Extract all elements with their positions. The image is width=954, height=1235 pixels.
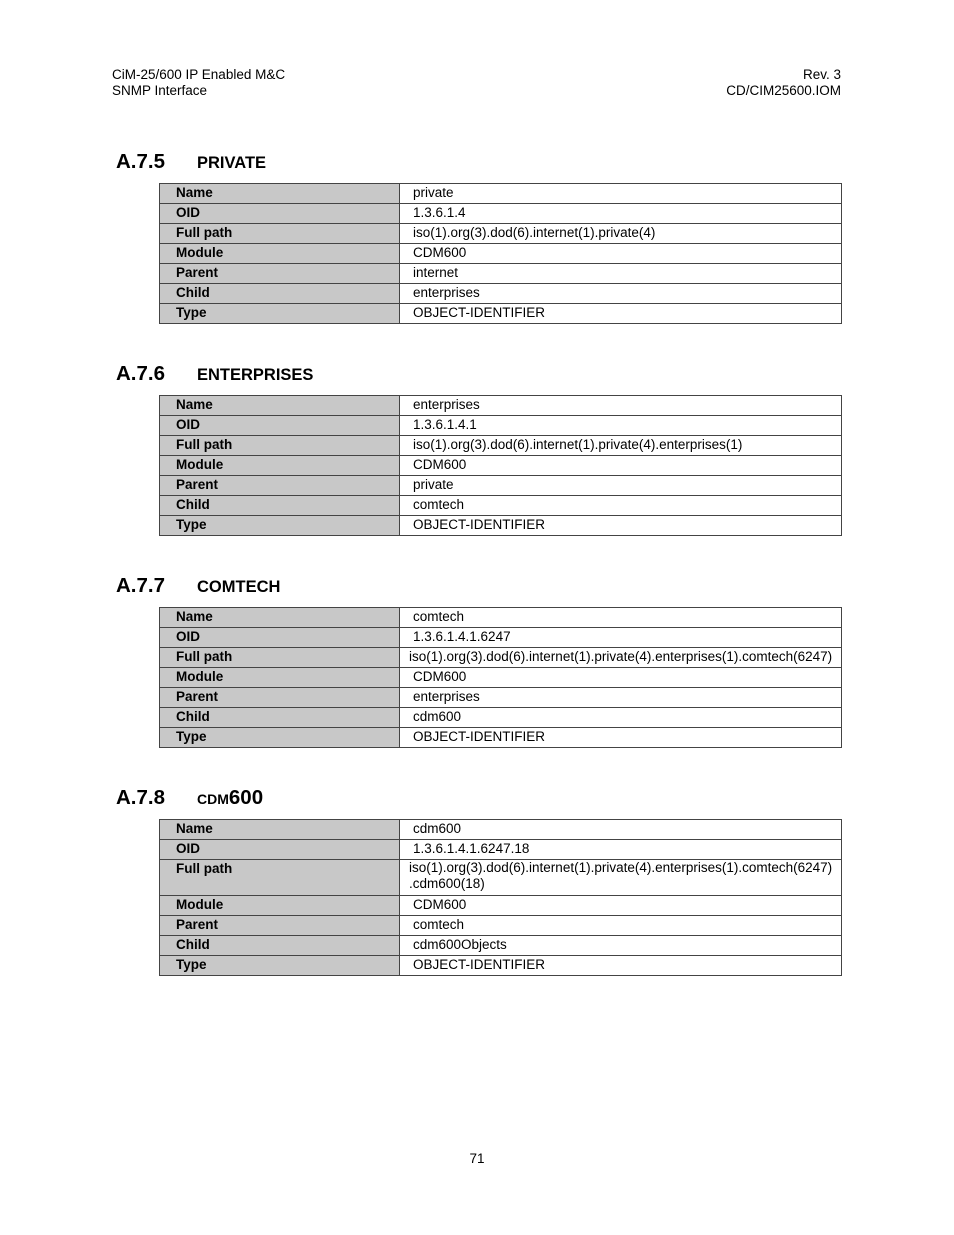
- table-row: [160, 416, 842, 436]
- object-table: [159, 819, 842, 976]
- row-value: iso(1).org(3).dod(6).internet(1).private(4): [400, 224, 842, 244]
- row-value: iso(1).org(3).dod(6).internet(1).private(4).enterprises(1): [400, 436, 842, 456]
- section-title: [197, 786, 263, 810]
- header-doc-subtitle: SNMP Interface: [112, 83, 208, 98]
- table-row: [160, 284, 842, 304]
- row-value: private: [400, 184, 842, 204]
- table-row: [160, 936, 842, 956]
- row-key: Name: [160, 820, 400, 840]
- table-row: [160, 436, 842, 456]
- table-row: [160, 840, 842, 860]
- section-heading: [116, 362, 842, 392]
- section-number: A.7.5: [116, 150, 165, 173]
- table-row: [160, 916, 842, 936]
- row-key: Full path: [160, 648, 400, 668]
- table-row: [160, 396, 842, 416]
- row-key: Parent: [160, 476, 400, 496]
- row-value: cdm600: [400, 820, 842, 840]
- row-value: CDM600: [400, 668, 842, 688]
- table-row: [160, 728, 842, 748]
- table-row: [160, 608, 842, 628]
- section-heading: [116, 150, 842, 180]
- row-value-line: iso(1).org(3).dod(6).internet(1).private(4).enterprises(1).comtech(6247): [409, 860, 833, 875]
- row-key: Type: [160, 516, 400, 536]
- table-row: [160, 708, 842, 728]
- table-row: [160, 476, 842, 496]
- section-title-suffix: 600: [228, 786, 264, 809]
- row-key: Type: [160, 956, 400, 976]
- row-value: CDM600: [400, 456, 842, 476]
- row-value: private: [400, 476, 842, 496]
- row-key: Child: [160, 496, 400, 516]
- row-key: OID: [160, 628, 400, 648]
- table-row: [160, 896, 842, 916]
- section-enterprises: [116, 362, 842, 532]
- row-value: 1.3.6.1.4.1: [400, 416, 842, 436]
- table-row: [160, 688, 842, 708]
- section-comtech: [116, 574, 842, 744]
- row-key: Module: [160, 456, 400, 476]
- row-value: comtech: [400, 608, 842, 628]
- row-value: comtech: [400, 916, 842, 936]
- table-row: [160, 264, 842, 284]
- table-row: [160, 956, 842, 976]
- table-row: [160, 668, 842, 688]
- row-value: cdm600Objects: [400, 936, 842, 956]
- row-key: Child: [160, 284, 400, 304]
- table-row: [160, 244, 842, 264]
- row-value-line: .cdm600(18): [409, 876, 485, 891]
- row-value: enterprises: [400, 284, 842, 304]
- header-left: [112, 67, 285, 99]
- row-key: OID: [160, 416, 400, 436]
- table-row: [160, 820, 842, 840]
- row-value: CDM600: [400, 244, 842, 264]
- row-value: comtech: [400, 496, 842, 516]
- row-key: Type: [160, 728, 400, 748]
- page-number: 71: [469, 1151, 485, 1166]
- section-private: [116, 150, 842, 320]
- section-number: A.7.7: [116, 574, 165, 597]
- row-key: OID: [160, 840, 400, 860]
- row-key: Child: [160, 708, 400, 728]
- header-revision: Rev. 3: [802, 67, 841, 82]
- row-value: cdm600: [400, 708, 842, 728]
- row-value: 1.3.6.1.4: [400, 204, 842, 224]
- header-right: [726, 67, 841, 99]
- table-row: [160, 496, 842, 516]
- table-row: [160, 628, 842, 648]
- section-title-prefix: CDM: [197, 791, 229, 807]
- section-number: A.7.8: [116, 786, 165, 809]
- row-value: OBJECT-IDENTIFIER: [400, 956, 842, 976]
- row-key: Module: [160, 244, 400, 264]
- row-key: Parent: [160, 916, 400, 936]
- table-row: [160, 648, 842, 668]
- row-value: iso(1).org(3).dod(6).internet(1).private(4).enterprises(1).comtech(6247): [400, 648, 842, 668]
- table-row: [160, 456, 842, 476]
- object-table: [159, 607, 842, 748]
- section-title: PRIVATE: [197, 154, 267, 172]
- table-row: [160, 204, 842, 224]
- section-cdm600: [116, 786, 842, 972]
- section-title: ENTERPRISES: [197, 366, 314, 384]
- row-key: Module: [160, 896, 400, 916]
- row-value: 1.3.6.1.4.1.6247.18: [400, 840, 842, 860]
- row-key: Type: [160, 304, 400, 324]
- row-value: internet: [400, 264, 842, 284]
- object-table: [159, 395, 842, 536]
- section-title: COMTECH: [197, 578, 281, 596]
- row-value: enterprises: [400, 396, 842, 416]
- section-number: A.7.6: [116, 362, 165, 385]
- table-row: [160, 184, 842, 204]
- table-row: [160, 304, 842, 324]
- row-value: enterprises: [400, 688, 842, 708]
- section-heading: [116, 786, 842, 816]
- row-key: Name: [160, 608, 400, 628]
- row-key: Parent: [160, 688, 400, 708]
- row-key: Child: [160, 936, 400, 956]
- row-value: [400, 860, 842, 896]
- row-key: Module: [160, 668, 400, 688]
- row-value: CDM600: [400, 896, 842, 916]
- row-key: OID: [160, 204, 400, 224]
- table-row: [160, 860, 842, 896]
- row-value: OBJECT-IDENTIFIER: [400, 728, 842, 748]
- row-key: Name: [160, 396, 400, 416]
- row-key: Full path: [160, 224, 400, 244]
- header-doc-code: CD/CIM25600.IOM: [726, 83, 841, 98]
- row-key: Parent: [160, 264, 400, 284]
- section-heading: [116, 574, 842, 604]
- row-key: Name: [160, 184, 400, 204]
- table-row: [160, 516, 842, 536]
- table-row: [160, 224, 842, 244]
- row-value: OBJECT-IDENTIFIER: [400, 304, 842, 324]
- object-table: [159, 183, 842, 324]
- header-doc-title: CiM-25/600 IP Enabled M&C: [112, 67, 286, 82]
- row-key: Full path: [160, 436, 400, 456]
- row-value: OBJECT-IDENTIFIER: [400, 516, 842, 536]
- row-key: Full path: [160, 860, 400, 896]
- row-value: 1.3.6.1.4.1.6247: [400, 628, 842, 648]
